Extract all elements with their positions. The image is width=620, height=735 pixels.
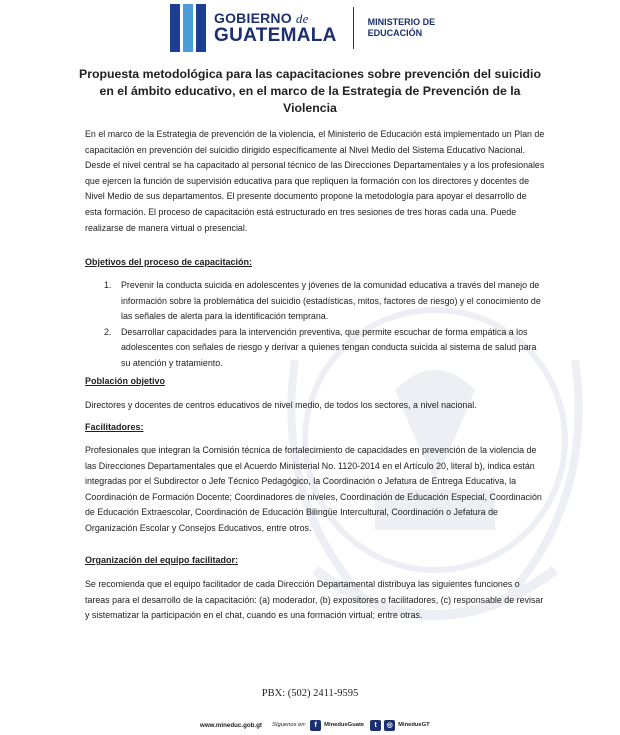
list-item-number: 2. [104, 326, 112, 337]
title-line-2: en el ámbito educativo, en el marco de la Estrategia de Prevención de la [99, 84, 521, 98]
objectives-list [85, 278, 547, 372]
ministry-line-2: EDUCACIÓN [367, 28, 423, 38]
organization-heading: Organización del equipo facilitador: [85, 555, 239, 565]
list-item [85, 325, 547, 372]
instagram-icon[interactable]: ◎ [384, 720, 395, 731]
list-item-text: Desarrollar capacidades para la intervención preventiva, que permite escuchar de forma empática a los adolescentes con señales de riesgo y derivar a quienes tengan conducta suicida al sistema de salud para su atención y tratamiento. [121, 326, 537, 368]
title-line-1: Propuesta metodológica para las capacitaciones sobre prevención del suicidio [79, 67, 541, 81]
header-logo [170, 2, 435, 54]
population-heading: Población objetivo [85, 376, 166, 386]
title-line-3: Violencia [283, 101, 337, 115]
list-item [85, 278, 547, 325]
facilitators-heading: Facilitadores: [85, 422, 144, 432]
facilitators-paragraph: Profesionales que integran la Comisión técnica de fortalecimiento de capacidades en prevención de la violencia de las Direcciones Departamentales que el Acuerdo Ministerial No. 1120-2014 en el Artículo 20, literal b), indica están integradas por el Subdirector o Jefe Técnico Pedagógico, la Coordinación o Jefatura de Entrega Educativa, la Coordinación de Formación Docente; Coordinadores de niveles, Coordinación de Educación Especial, Coordinación de Educación Extraescolar, Coordinación de Educación Bilingüe Intercultural, Coordinación o Jefatura de Organización Escolar y Consejos Educativos, entre otros. [85, 445, 542, 533]
population-paragraph: Directores y docentes de centros educativos de nivel medio, de todos los sectores, a nivel nacional. [85, 400, 477, 410]
organization-paragraph: Se recomienda que el equipo facilitador de cada Dirección Departamental distribuya las siguientes funciones o tareas para el desarrollo de la capacitación: (a) moderador, (b) expositores o facilitadores, (c) responsable de revisar y sistematizar la participación en el chat, cuando es una formación virtual; entre otras. [85, 579, 544, 621]
list-item-text: Prevenir la conducta suicida en adolescentes y jóvenes de la comunidad educativa a través del manejo de información sobre la problemática del suicidio (estadísticas, mitos, factores de riesgo) y el conocimiento de las señales de alerta para la identificación temprana. [121, 280, 541, 322]
footer-phone: PBX: (502) 2411-9595 [261, 688, 359, 699]
intro-paragraph: En el marco de la Estrategia de prevención de la violencia, el Ministerio de Educación está implementado un Plan de capacitación en prevención del suicidio dirigido específicamente al Nivel Medio del Sistema Educativo Nacional. Desde el nivel central se ha capacitado al personal técnico de las Direcciones Departamentales y a los profesionales que ejercen la función de supervisión educativa para que repliquen la formación con los directores y docentes de Nivel Medio de sus departamentos. El presente documento propone la metodología para apoyar el desarrollo de esta formación. El proceso de capacitación está estructurado en tres sesiones de tres horas cada una. Puede realizarse de manera virtual o presencial. [85, 129, 545, 233]
gov-word-gobierno: GOBIERNO [214, 10, 292, 26]
footer-social [200, 718, 436, 732]
document-title [70, 66, 550, 117]
gov-word-de: de [295, 11, 309, 26]
twitter-handle[interactable]: MinedueGT [398, 722, 430, 728]
list-item-number: 1. [104, 280, 112, 290]
objectives-heading: Objetivos del proceso de capacitación: [85, 257, 253, 267]
facebook-icon[interactable]: f [310, 720, 321, 731]
header-divider [353, 7, 354, 49]
twitter-icon[interactable]: t [370, 720, 381, 731]
gov-word-guatemala: GUATEMALA [214, 25, 337, 46]
footer-website-link[interactable]: www.mineduc.gob.gt [200, 721, 262, 729]
ministry-wordmark [368, 17, 436, 40]
facebook-handle[interactable]: MinedueGuate [324, 722, 365, 728]
government-wordmark [214, 11, 337, 45]
footer-follow-label: Síguenos en: [272, 722, 307, 728]
government-emblem-icon [170, 4, 206, 52]
ministry-line-1: MINISTERIO DE [367, 16, 436, 27]
